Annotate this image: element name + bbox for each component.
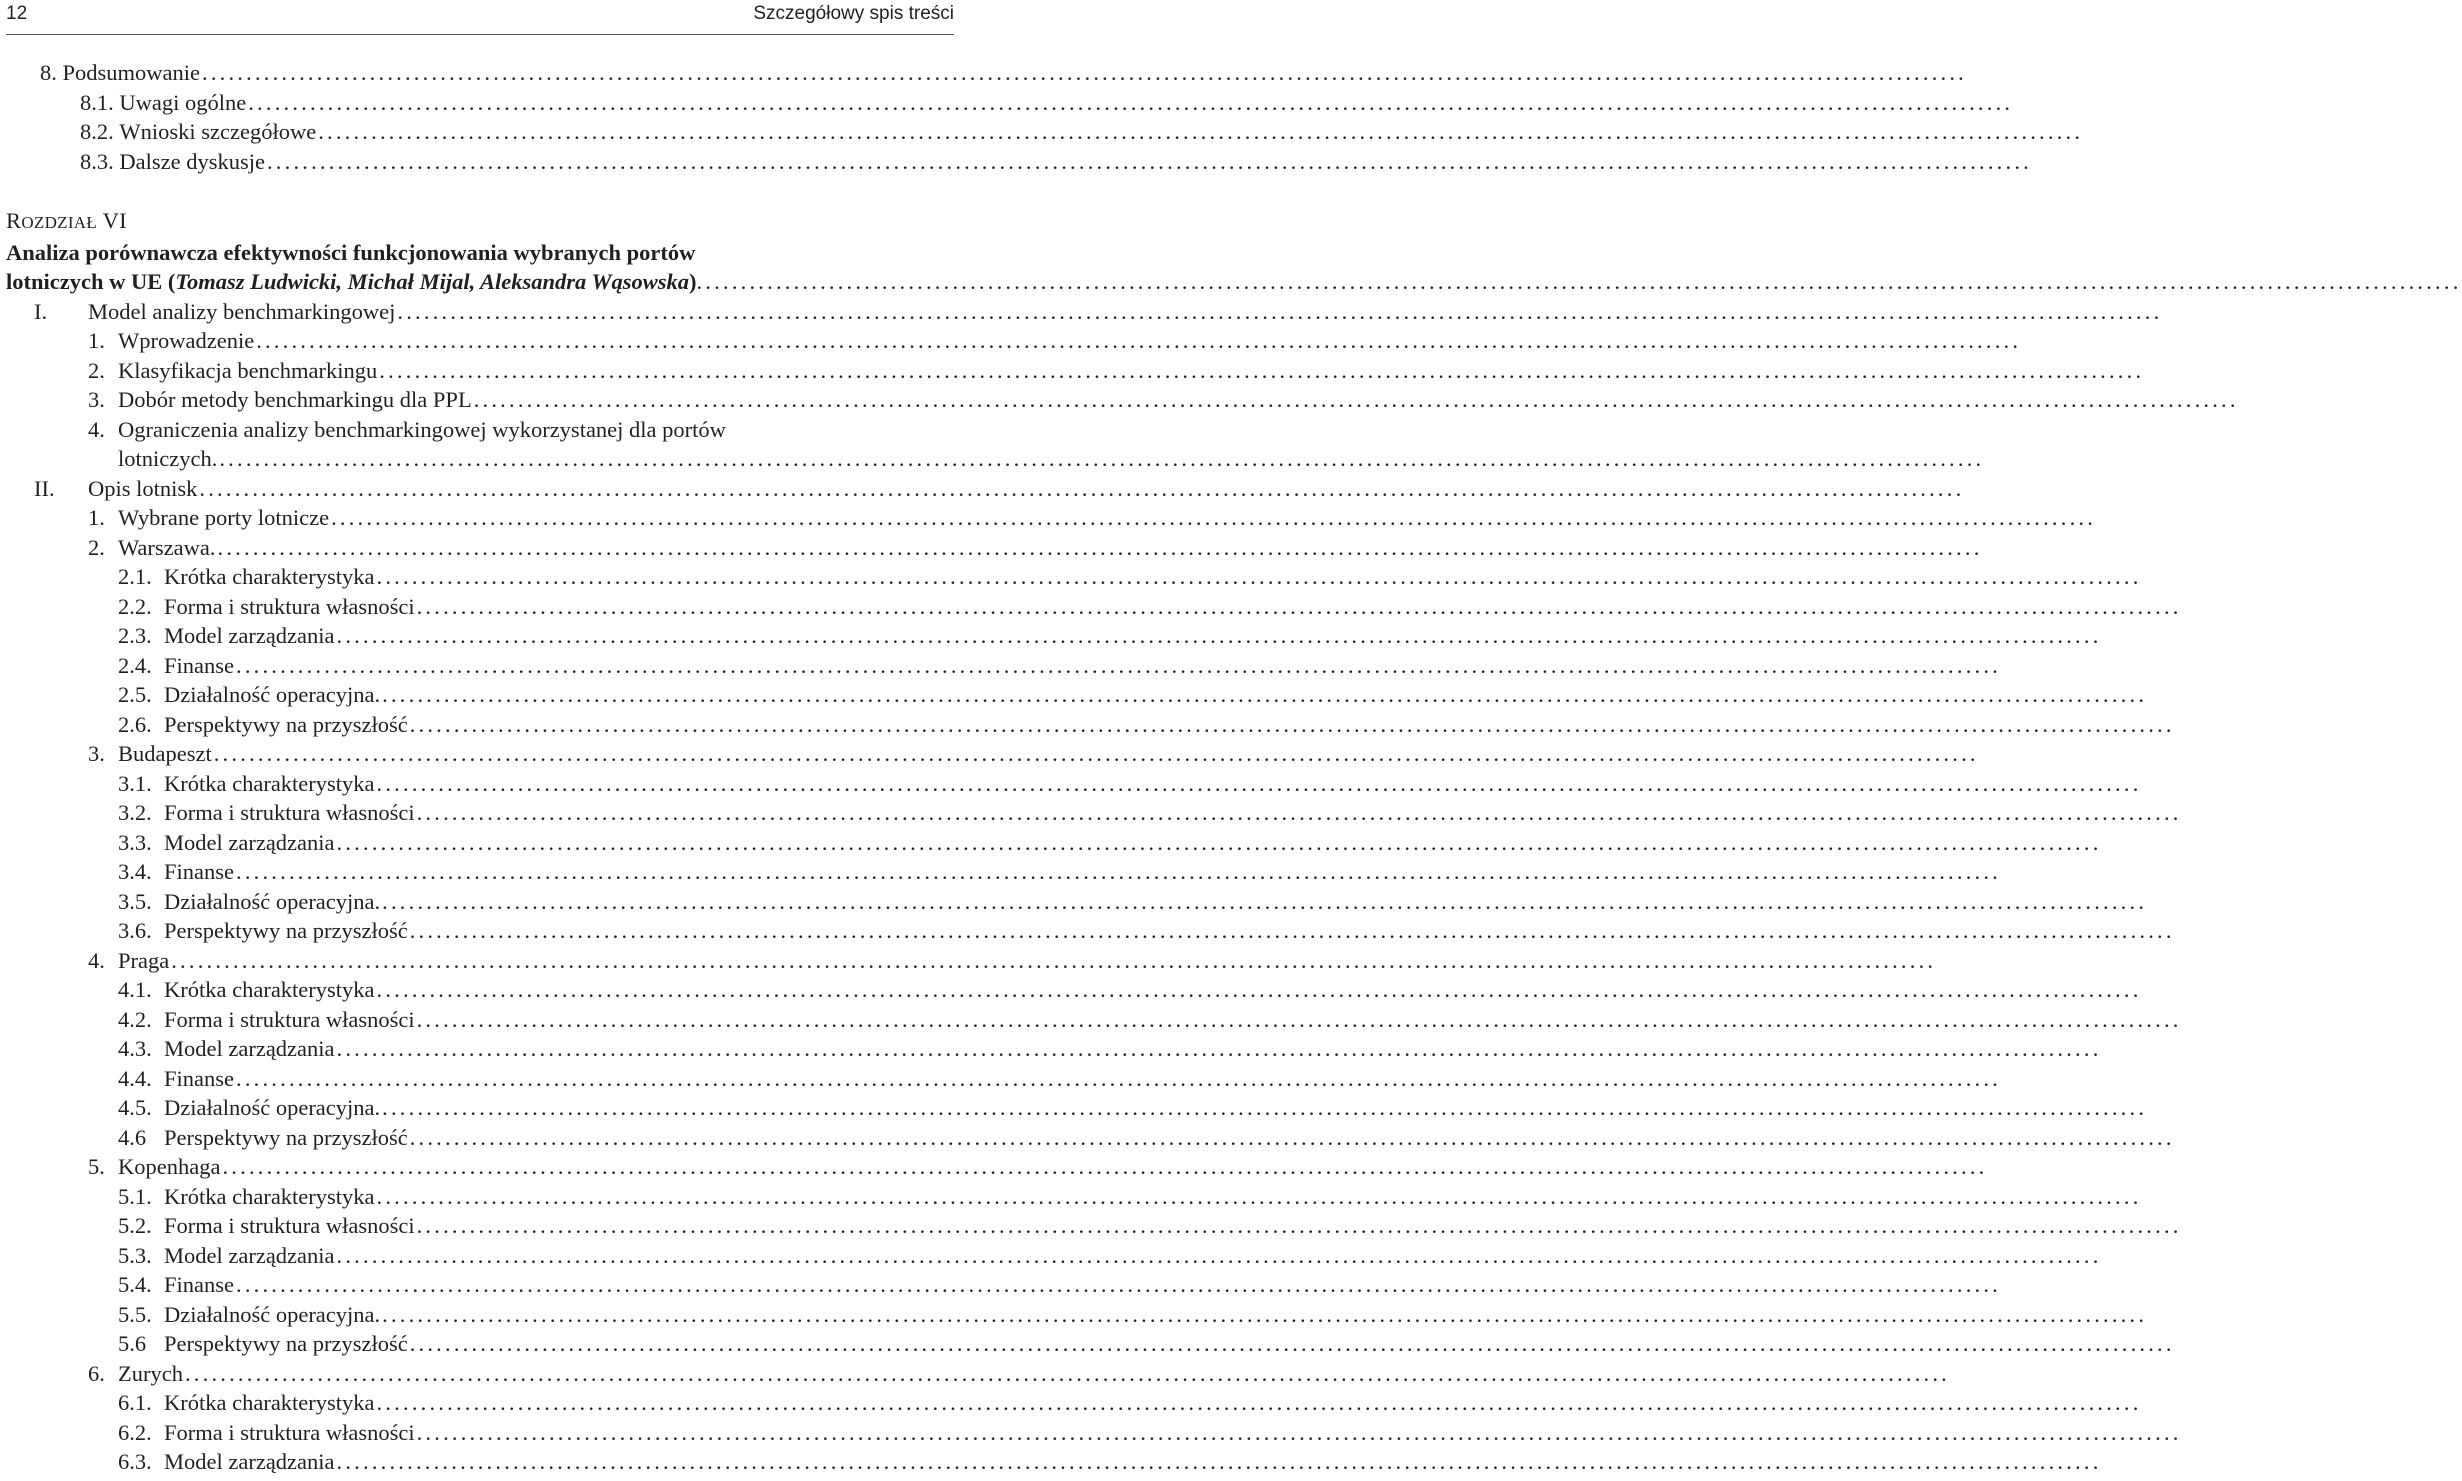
toc-entry-label: Opis lotnisk [88,475,198,501]
toc-entry[interactable] [6,326,2022,356]
toc-entry-label: Podsumowanie [62,60,200,85]
toc-entry[interactable] [6,621,2102,651]
toc-entry[interactable] [6,916,2175,946]
toc-entry-label: Klasyfikacja benchmarkingu [118,357,378,383]
toc-entry[interactable] [6,946,1937,976]
toc-entry-number: 5. [88,1154,105,1179]
toc-entry[interactable] [6,562,2142,592]
toc-entry-label: Forma i struktura własności [164,593,415,619]
toc-entry[interactable] [6,356,2145,386]
toc-entry-label: Model analizy benchmarkingowej [88,298,396,324]
toc-entry [6,415,886,445]
toc-entry-label: Krótka charakterystyka [164,977,375,1002]
toc-entry[interactable] [6,1418,2182,1448]
toc-entry[interactable] [6,798,2182,828]
toc-entry[interactable] [6,739,1979,769]
toc-entry-label: Krótka charakterystyka [164,1390,375,1415]
toc-entry-label: Działalność operacyjna. [164,1095,381,1120]
toc-section-list [6,297,2239,1477]
dot-leader: ........................................................................................................................................................................................................ [397,298,2163,324]
toc-entry-number: 8.3. [80,148,114,174]
toc-entry-number: 5.4. [118,1272,152,1297]
toc-entry-label: Model zarządzania [164,1449,335,1474]
toc-entry[interactable] [6,117,2084,147]
toc-entry-label: Forma i struktura własności [164,1006,415,1032]
toc-entry[interactable] [6,1093,2148,1123]
dot-leader: ........................................................................................................................................................................................................ [318,119,2084,144]
toc-entry-number: 8.2. [80,119,114,144]
dot-leader: ........................................................................................................................................................................................................ [416,1419,2182,1445]
toc-entry-label: Finanse [164,1065,234,1091]
toc-entry-number: 6.2. [118,1419,152,1445]
toc-entry[interactable] [6,1329,2175,1359]
toc-entry[interactable] [6,1211,2182,1241]
toc-entry-label: Wprowadzenie [118,328,255,353]
toc-entry[interactable] [6,58,1967,88]
running-title: Szczegółowy spis treści [753,3,954,24]
toc-pre-list [6,58,2084,176]
toc-entry[interactable] [6,1152,1988,1182]
toc-entry[interactable] [6,88,2014,118]
dot-leader: ........................................................................................................................................................................................................ [256,328,2022,353]
dot-leader: ........................................................................................................................................................................................................ [217,534,1983,560]
toc-entry-number: 8. [40,60,57,85]
toc-entry-number: 2.4. [118,652,152,678]
toc-entry-number: 6.1. [118,1390,152,1415]
toc-entry-number: 3.1. [118,770,152,796]
dot-leader: ........................................................................................................................................................................................................ [266,148,2032,174]
dot-leader: ........................................................................................................................................................................................................ [409,1331,2175,1356]
toc-entry-number: 3. [88,387,105,412]
toc-entry-number: 4.5. [118,1095,152,1120]
toc-entry-label: Forma i struktura własności [164,1213,415,1238]
toc-entry-label: Finanse [164,1272,234,1297]
dot-leader: ........................................................................................................................................................................................................ [416,1006,2182,1032]
toc-entry[interactable] [6,710,2175,740]
toc-entry[interactable] [6,1064,2001,1094]
toc-entry[interactable] [6,1270,2001,1300]
toc-entry-number: 4.2. [118,1006,152,1032]
toc-entry-label: Uwagi ogólne [119,89,247,115]
toc-entry[interactable] [6,1123,2175,1153]
toc-entry[interactable] [6,680,2148,710]
toc-entry-number: 4. [88,947,105,973]
toc-entry-label: Działalność operacyjna. [164,888,381,914]
dot-leader: ........................................................................................................................................................................................................ [248,89,2014,115]
toc-entry-label: Perspektywy na przyszłość [164,918,408,943]
dot-leader: ........................................................................................................................................................................................................ [336,1036,2102,1061]
toc-entry-label: Perspektywy na przyszłość [164,1124,408,1150]
dot-leader: ........................................................................................................................................................................................................ [336,1242,2102,1268]
toc-entry[interactable] [6,828,2102,858]
dot-leader: ........................................................................................................................................................................................................ [382,1095,2148,1120]
toc-entry[interactable] [6,1300,2148,1330]
table-of-contents [6,58,2462,1477]
toc-entry-label: Finanse [164,859,234,884]
dot-leader: ........................................................................................................................................................................................................ [184,1360,1950,1386]
dot-leader: ........................................................................................................................................................................................................ [376,1183,2142,1209]
dot-leader: ........................................................................................................................................................................................................ [236,859,2001,884]
toc-entry-label: Forma i struktura własności [164,800,415,825]
toc-entry-number: 2.6. [118,711,152,737]
toc-entry-number: 3.3. [118,829,152,855]
toc-entry[interactable] [6,857,2001,887]
dot-leader: ........................................................................................................................................................................................................ [416,1213,2182,1238]
dot-leader: ........................................................................................................................................................................................................ [416,800,2182,825]
toc-entry-label: lotniczych. [118,446,218,471]
toc-entry-number: 8.1. [80,89,114,115]
toc-entry-number: 5.1. [118,1183,152,1209]
toc-entry-label: Dobór metody benchmarkingu dla PPL [118,387,472,412]
dot-leader: ........................................................................................................................................................................................................ [202,60,1967,85]
dot-leader: ........................................................................................................................................................................................................ [416,593,2182,619]
chapter-title: Analiza porównawcza efektywności funkcjonowania wybranych portów [6,239,696,265]
dot-leader: ........................................................................................................................................................................................................ [236,652,2001,678]
toc-entry-number: 3. [88,741,105,766]
toc-entry[interactable] [6,1447,2102,1477]
toc-entry-label: Perspektywy na przyszłość [164,1331,408,1356]
toc-entry-label: Zurych [118,1360,183,1386]
toc-entry-label: Model zarządzania [164,623,335,648]
chapter-authors: Tomasz Ludwicki, Michał Mijal, Aleksandra Wąsowska [175,269,690,294]
toc-entry-label: Perspektywy na przyszłość [164,711,408,737]
toc-entry-number: 6. [88,1360,105,1386]
toc-entry-number: 6.3. [118,1449,152,1474]
toc-entry[interactable] [6,1241,2102,1271]
toc-entry-label: Model zarządzania [164,1242,335,1268]
toc-entry[interactable] [6,1182,2142,1212]
toc-entry-label: Krótka charakterystyka [164,770,375,796]
dot-leader: ........................................................................................................................................................................................................ [376,564,2142,589]
toc-entry-label: Budapeszt [118,741,212,766]
toc-entry-label: Model zarządzania [164,829,335,855]
dot-leader: ........................................................................................................................................................................................................ [409,1124,2175,1150]
dot-leader: ........................................................................................................................................................................................................ [382,888,2148,914]
toc-entry[interactable] [6,474,1965,504]
dot-leader: ........................................................................................................................................................................................................ [376,977,2142,1002]
dot-leader: ........................................................................................................................................................................................................ [199,475,1965,501]
dot-leader: ........................................................................................................................................................................................................ [236,1065,2001,1091]
toc-entry-number: 4. [88,416,105,442]
toc-entry-label: Forma i struktura własności [164,1419,415,1445]
chapter-title-authors-line[interactable]: lotniczych w UE ( Tomasz Ludwicki, Michał Mijal, Aleksandra Wąsowska ) ........................................................................................................................................................................................................ [6,267,886,297]
dot-leader: ........................................................................................................................................................................................................ [376,770,2142,796]
toc-entry-number: 2.5. [118,682,152,707]
dot-leader: ........................................................................................................................................................................................................ [379,357,2145,383]
toc-entry-label: Kopenhaga [118,1154,221,1179]
dot-leader: ........................................................................................................................................................................................................ [409,918,2175,943]
dot-leader: ........................................................................................................................................................................................................ [409,711,2175,737]
toc-entry-number: 5.3. [118,1242,152,1268]
toc-entry-number: 5.6 [118,1331,147,1356]
toc-entry-number: 2.2. [118,593,152,619]
toc-entry-label: Wybrane porty lotnicze [118,505,330,530]
toc-entry[interactable] [6,147,2032,177]
toc-entry-label: Wnioski szczegółowe [119,119,317,144]
toc-entry-number: 3.2. [118,800,152,825]
toc-entry[interactable] [6,503,2097,533]
toc-entry-label: Działalność operacyjna. [164,682,381,707]
dot-leader: ........................................................................................................................................................................................................ [473,387,2239,412]
toc-entry[interactable] [6,769,2142,799]
toc-entry-label: Działalność operacyjna. [164,1301,381,1327]
toc-entry[interactable] [6,297,2163,327]
toc-entry[interactable] [6,533,1983,563]
toc-entry[interactable] [6,1034,2102,1064]
chapter-heading [6,206,2462,297]
dot-leader: ........................................................................................................................................................................................................ [696,269,2462,294]
toc-entry[interactable] [6,592,2182,622]
dot-leader: ........................................................................................................................................................................................................ [236,1272,2001,1297]
toc-entry[interactable] [6,385,2239,415]
toc-entry[interactable] [6,651,2001,681]
toc-entry[interactable] [6,444,1985,474]
toc-entry-label: Dalsze dyskusje [119,148,265,174]
toc-entry-number: 3.4. [118,859,152,884]
dot-leader: ........................................................................................................................................................................................................ [382,1301,2148,1327]
toc-entry-label: Warszawa. [118,534,216,560]
toc-entry[interactable] [6,887,2148,917]
dot-leader: ........................................................................................................................................................................................................ [222,1154,1988,1179]
toc-entry-number: 1. [88,505,105,530]
toc-entry[interactable] [6,1005,2182,1035]
dot-leader: ........................................................................................................................................................................................................ [336,829,2102,855]
toc-entry-number: 2. [88,357,105,383]
toc-entry-number: 2.3. [118,623,152,648]
toc-entry-label: Krótka charakterystyka [164,564,375,589]
chapter-label: ROZDZIAŁ VI [6,208,127,233]
dot-leader: ........................................................................................................................................................................................................ [382,682,2148,707]
dot-leader: ........................................................................................................................................................................................................ [376,1390,2142,1415]
toc-entry-number: 5.2. [118,1213,152,1238]
dot-leader: ........................................................................................................................................................................................................ [336,1449,2102,1474]
toc-entry-number: 3.5. [118,888,152,914]
toc-entry-label: Ograniczenia analizy benchmarkingowej wykorzystanej dla portów [118,416,726,442]
dot-leader: ........................................................................................................................................................................................................ [336,623,2102,648]
dot-leader: ........................................................................................................................................................................................................ [219,446,1985,471]
toc-entry-number: 2.1. [118,564,152,589]
toc-entry-number: 4.6 [118,1124,147,1150]
toc-entry-number: 2. [88,534,105,560]
toc-entry-label: Model zarządzania [164,1036,335,1061]
toc-entry-label: Praga [118,947,170,973]
toc-entry-label: Finanse [164,652,234,678]
toc-entry-number: 4.1. [118,977,152,1002]
toc-entry[interactable] [6,1388,2142,1418]
toc-entry-number: I. [34,298,48,324]
dot-leader: ........................................................................................................................................................................................................ [171,947,1937,973]
toc-entry-label: Krótka charakterystyka [164,1183,375,1209]
toc-entry-number: 4.4. [118,1065,152,1091]
toc-entry-number: 4.3. [118,1036,152,1061]
dot-leader: ........................................................................................................................................................................................................ [213,741,1979,766]
toc-entry-number: 3.6. [118,918,152,943]
toc-entry-number: 5.5. [118,1301,152,1327]
toc-entry-number: 1. [88,328,105,353]
toc-entry-number: II. [34,475,55,501]
page-header [6,0,954,35]
dot-leader: ........................................................................................................................................................................................................ [331,505,2097,530]
toc-entry[interactable] [6,1359,1950,1389]
toc-entry[interactable] [6,975,2142,1005]
page-number: 12 [6,3,28,24]
